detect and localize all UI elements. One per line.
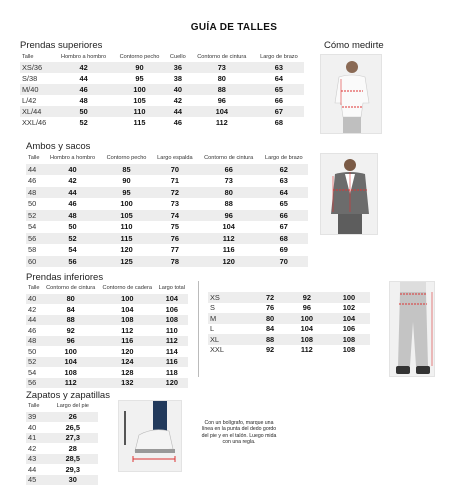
measure-cell: 29,3 (65, 464, 80, 474)
table-row (26, 464, 98, 475)
measure-cell: 96 (198, 210, 260, 222)
measure-cell: 88 (190, 84, 254, 95)
measure-cell: 100 (120, 199, 133, 209)
measure-cell: 46 (54, 84, 113, 95)
size-cell: 48 (26, 187, 44, 199)
measure-cell: 108 (64, 367, 77, 377)
measure-cell: 132 (99, 378, 156, 389)
measure-cell: 80 (198, 187, 260, 199)
column-header: Hombro a hombro (61, 53, 107, 60)
measure-cell: 28 (68, 443, 77, 453)
measure-cell: 75 (170, 222, 180, 232)
size-cell: L (210, 324, 215, 334)
measure-cell: 108 (156, 315, 188, 326)
section-title-sacos: Ambos y sacos (26, 141, 91, 152)
table-row (26, 304, 188, 315)
column-header: Contorno de cintura (46, 285, 96, 292)
measure-cell: 108 (342, 345, 356, 355)
size-cell: 52 (26, 357, 42, 368)
measure-cell: 46 (173, 118, 182, 127)
table-row (26, 164, 308, 176)
table-row-letter (208, 313, 370, 324)
measure-cell: 92 (265, 345, 275, 355)
table-header-row (26, 152, 308, 164)
size-cell: XS/36 (20, 62, 54, 73)
measure-cell: 120 (120, 245, 133, 255)
measure-cell: 116 (99, 336, 156, 347)
table-row (20, 106, 304, 117)
measure-cell: 100 (286, 313, 328, 324)
measure-cell: 64 (260, 187, 308, 199)
measure-cell: 100 (113, 84, 166, 95)
table-row (26, 256, 308, 268)
measure-cell: 96 (302, 303, 311, 313)
column-header: Largo de brazo (260, 53, 298, 60)
measure-cell: 40 (166, 84, 190, 95)
measure-cell: 26,5 (65, 422, 80, 432)
size-cell: 54 (28, 222, 37, 232)
measure-cell: 104 (42, 357, 98, 368)
measure-cell: 114 (165, 346, 178, 356)
measure-cell: 66 (274, 96, 284, 105)
size-cell: 50 (28, 346, 37, 356)
measure-cell: 100 (99, 294, 156, 305)
measure-cell: 80 (254, 313, 286, 324)
size-cell: 43 (26, 454, 48, 465)
model-photo-shoe (118, 400, 182, 472)
measure-cell: 66 (198, 164, 260, 176)
table-inferiores-letras (208, 292, 370, 355)
column-header: Contorno de cintura (197, 53, 247, 60)
table-header-row (26, 401, 98, 412)
table-row (26, 443, 98, 454)
measure-cell: 112 (42, 378, 98, 389)
measure-cell: 48 (44, 210, 101, 222)
size-cell: XXL (210, 345, 224, 355)
measure-cell: 48 (79, 96, 88, 105)
size-cell: 44 (26, 315, 42, 326)
size-cell: 56 (26, 233, 44, 245)
column-header: Contorno pecho (119, 53, 160, 60)
size-cell: 56 (26, 378, 42, 389)
measure-cell: 73 (170, 199, 180, 209)
measure-cell: 108 (328, 334, 370, 345)
measure-cell: 104 (121, 304, 134, 314)
table-row (26, 233, 308, 245)
measure-cell: 36 (166, 62, 190, 73)
table-row (26, 367, 188, 378)
model-photo-shirt (320, 54, 382, 134)
measure-cell: 44 (79, 74, 88, 83)
size-cell: M (208, 313, 254, 324)
table-row (26, 175, 308, 187)
size-cell: 44 (26, 164, 44, 176)
size-cell: XXL/46 (22, 118, 47, 127)
column-header: Largo total (158, 285, 186, 292)
measure-cell: 90 (113, 62, 166, 73)
table-row (26, 336, 188, 347)
measure-cell: 52 (44, 233, 101, 245)
measure-cell: 50 (68, 222, 77, 232)
measure-cell: 68 (274, 118, 284, 127)
measure-cell: 42 (68, 176, 77, 186)
measure-cell: 70 (260, 256, 308, 268)
measure-cell: 42 (173, 96, 182, 105)
measure-cell: 85 (101, 164, 152, 176)
measure-cell: 125 (101, 256, 152, 268)
column-header: Largo de brazo (264, 154, 303, 161)
measure-cell: 95 (135, 74, 144, 83)
column-header: Talle (28, 285, 40, 292)
measure-cell: 69 (279, 245, 288, 255)
measure-cell: 110 (120, 222, 133, 232)
section-divider (198, 281, 199, 377)
measure-cell: 104 (156, 294, 188, 305)
size-cell: 54 (28, 367, 37, 377)
measure-cell: 42 (54, 62, 113, 73)
column-header: Talle (22, 53, 34, 60)
table-row-letter (208, 303, 370, 314)
table-header-row (20, 51, 304, 62)
measure-cell: 112 (198, 233, 260, 245)
table-row (26, 325, 188, 336)
table-row-letter (208, 334, 370, 345)
section-title-superiores: Prendas superiores (20, 40, 103, 51)
column-header: Contorno de cintura (204, 154, 254, 161)
section-title-como-medirte: Cómo medirte (324, 40, 384, 51)
measure-cell: 92 (66, 325, 75, 335)
table-row (20, 117, 304, 128)
model-photo-pants (389, 281, 435, 377)
table-row (26, 357, 188, 368)
column-header: Hombro a hombro (49, 154, 96, 161)
table-header-row (26, 283, 188, 294)
measure-cell: 96 (217, 96, 226, 105)
measure-cell: 64 (274, 74, 284, 83)
measure-cell: 108 (286, 334, 328, 345)
measure-cell: 112 (215, 118, 228, 127)
measure-cell: 67 (254, 106, 304, 117)
measure-cell: 118 (165, 367, 178, 377)
model-photo-jacket (320, 153, 378, 235)
table-sacos (26, 152, 308, 267)
measure-cell: 92 (286, 292, 328, 303)
size-cell: 46 (28, 176, 37, 186)
measure-cell: 66 (260, 210, 308, 222)
measure-cell: 74 (152, 210, 198, 222)
measure-cell: 115 (101, 233, 152, 245)
size-cell: 45 (26, 475, 48, 486)
measure-cell: 112 (121, 325, 134, 335)
table-row (26, 244, 308, 256)
size-cell: S/38 (22, 74, 38, 83)
table-row (26, 378, 188, 389)
measure-cell: 112 (300, 345, 313, 355)
measure-cell: 120 (198, 256, 260, 268)
table-row (20, 95, 304, 106)
measure-cell: 76 (265, 303, 275, 313)
measure-cell: 30 (48, 475, 98, 486)
table-row (26, 315, 188, 326)
table-row-letter (208, 345, 370, 356)
measure-cell: 104 (190, 106, 254, 117)
measure-cell: 54 (68, 245, 77, 255)
table-row (26, 433, 98, 444)
size-cell: 44 (28, 464, 37, 474)
measure-cell: 26 (48, 412, 98, 423)
size-cell: XL (208, 334, 254, 345)
table-row (20, 62, 304, 73)
table-row (26, 198, 308, 210)
column-header: Largo del pie (56, 403, 89, 410)
measure-cell: 96 (42, 336, 98, 347)
column-header: Contorno pecho (106, 154, 147, 161)
measure-cell: 100 (328, 292, 370, 303)
table-row (26, 454, 98, 465)
table-row (26, 187, 308, 199)
size-cell: 41 (26, 433, 48, 444)
measure-cell: 78 (152, 256, 198, 268)
measure-cell: 72 (254, 292, 286, 303)
size-cell: S (210, 303, 215, 313)
size-cell: XL/44 (20, 106, 54, 117)
column-header: Cuello (169, 53, 186, 60)
measure-cell: 108 (99, 315, 156, 326)
section-title-inferiores: Prendas inferiores (26, 272, 104, 283)
measure-cell: 84 (265, 324, 275, 334)
table-zapatos (26, 401, 98, 485)
shoe-measure-note: Con un bolígrafo, marque una línea en la punta del dedo gordo del pie y en el talón. Luego mida con una regla. (201, 420, 277, 446)
size-cell: 46 (28, 325, 37, 335)
column-header: Largo espalda (157, 154, 193, 161)
page-title: GUÍA DE TALLES (190, 22, 278, 33)
table-row-letter (208, 324, 370, 335)
measure-cell: 95 (101, 187, 152, 199)
measure-cell: 65 (279, 199, 288, 209)
measure-cell: 70 (152, 164, 198, 176)
measure-cell: 38 (173, 74, 182, 83)
column-header: Talle (28, 154, 40, 161)
measure-cell: 88 (254, 334, 286, 345)
measure-cell: 105 (133, 96, 146, 105)
measure-cell: 56 (44, 256, 101, 268)
measure-cell: 44 (44, 187, 101, 199)
measure-cell: 124 (99, 357, 156, 368)
size-cell: 48 (26, 336, 42, 347)
table-row (26, 346, 188, 357)
measure-cell: 65 (254, 84, 304, 95)
measure-cell: 106 (165, 304, 178, 314)
measure-cell: 63 (254, 62, 304, 73)
measure-cell: 73 (190, 62, 254, 73)
table-row (26, 221, 308, 233)
size-cell: 40 (28, 422, 37, 432)
size-cell: 42 (28, 304, 37, 314)
measure-cell: 67 (279, 222, 288, 232)
measure-cell: 115 (133, 118, 146, 127)
measure-cell: 77 (170, 245, 180, 255)
size-cell: 40 (26, 294, 42, 305)
measure-cell: 116 (222, 245, 235, 255)
measure-cell: 62 (260, 164, 308, 176)
measure-cell: 46 (68, 199, 77, 209)
measure-cell: 80 (42, 294, 98, 305)
table-superiores (20, 51, 304, 128)
table-row (26, 422, 98, 433)
size-cell: 58 (28, 245, 37, 255)
measure-cell: 27,3 (48, 433, 98, 444)
measure-cell: 52 (79, 118, 88, 127)
measure-cell: 68 (260, 233, 308, 245)
table-row (26, 475, 98, 486)
measure-cell: 116 (156, 357, 188, 368)
measure-cell: 120 (121, 346, 134, 356)
measure-cell: 73 (224, 176, 233, 186)
table-inferiores (26, 283, 188, 388)
measure-cell: 110 (165, 325, 178, 335)
measure-cell: 90 (122, 176, 131, 186)
measure-cell: 63 (279, 176, 288, 186)
size-cell: 52 (26, 210, 44, 222)
measure-cell: 112 (156, 336, 188, 347)
size-cell: XS (208, 292, 254, 303)
size-cell: M/40 (20, 84, 54, 95)
table-row-letter (208, 292, 370, 303)
table-row (20, 84, 304, 95)
table-row (26, 412, 98, 423)
measure-cell: 88 (224, 199, 233, 209)
measure-cell: 84 (66, 304, 75, 314)
measure-cell: 105 (101, 210, 152, 222)
measure-cell: 104 (328, 313, 370, 324)
table-row (26, 210, 308, 222)
column-header: Contorno de cadera (102, 285, 152, 292)
table-row (20, 73, 304, 84)
size-cell: 39 (26, 412, 48, 423)
measure-cell: 102 (342, 303, 356, 313)
size-cell: 50 (28, 199, 37, 209)
measure-cell: 128 (121, 367, 134, 377)
measure-cell: 71 (170, 176, 180, 186)
measure-cell: 120 (156, 378, 188, 389)
measure-cell: 40 (44, 164, 101, 176)
measure-cell: 88 (42, 315, 98, 326)
measure-cell: 104 (222, 222, 235, 232)
measure-cell: 110 (113, 106, 166, 117)
size-cell: L/42 (22, 96, 37, 105)
measure-cell: 80 (217, 74, 226, 83)
size-cell: 42 (28, 443, 37, 453)
measure-cell: 72 (152, 187, 198, 199)
section-title-zapatos: Zapatos y zapatillas (26, 390, 110, 401)
measure-cell: 50 (54, 106, 113, 117)
measure-cell: 76 (152, 233, 198, 245)
size-cell: 60 (26, 256, 44, 268)
measure-cell: 28,5 (48, 454, 98, 465)
column-header: Talle (28, 403, 40, 410)
measure-cell: 44 (166, 106, 190, 117)
measure-cell: 106 (342, 324, 356, 334)
table-row (26, 294, 188, 305)
measure-cell: 100 (64, 346, 77, 356)
measure-cell: 104 (300, 324, 314, 334)
